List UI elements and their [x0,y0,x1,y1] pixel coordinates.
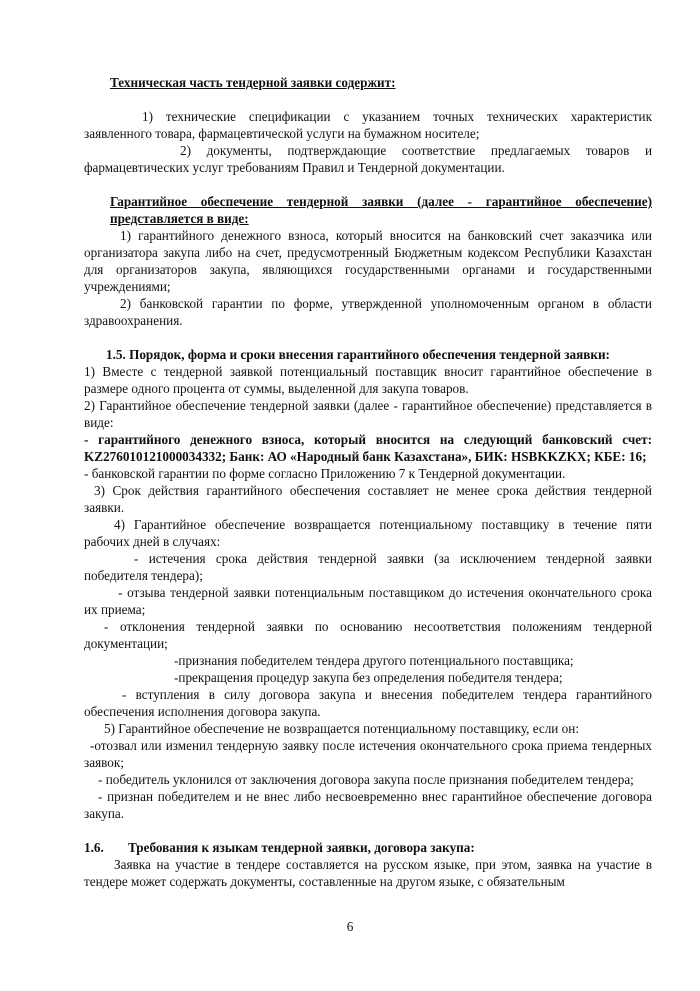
return-case-contract: - вступления в силу договора закупа и внесения победителем тендера гарантийного обеспечения исполнения договора закупа. [84,687,652,719]
document-page [84,74,652,890]
section-1-5-item-5: 5) Гарантийное обеспечение не возвращается потенциальному поставщику, если он: [104,721,579,736]
return-case-rejection: - отклонения тендерной заявки по основанию несоответствия положениям тендерной документации; [84,619,652,651]
section-1-6-number: 1.6. [84,840,104,855]
section-1-5-item-2: 2) Гарантийное обеспечение тендерной заявки (далее - гарантийное обеспечение) представляется в виде: [84,398,652,430]
no-return-case-withdrawn: -отозвал или изменил тендерную заявку после истечения окончательного срока приема тендерных заявок; [84,738,652,770]
section-1-6-heading [84,839,652,856]
section-1-6-title: Требования к языкам тендерной заявки, договора закупа: [128,840,475,855]
tech-part-item-1: 1) технические спецификации с указанием точных технических характеристик заявленного товара, фармацевтической услуги на бумажном носителе; [84,109,652,141]
return-case-termination: -прекращения процедур закупа без определения победителя тендера; [174,670,563,685]
guarantee-heading: Гарантийное обеспечение тендерной заявки (далее - гарантийное обеспечение) представляется в виде: [110,194,652,226]
no-return-case-not-paid: - признан победителем и не внес либо несвоевременно внес гарантийное обеспечение договора закупа. [84,789,652,821]
page-number: 6 [346,919,354,934]
return-case-other-winner: -признания победителем тендера другого потенциального поставщика; [174,653,574,668]
section-1-5-item-1: 1) Вместе с тендерной заявкой потенциальный поставщик вносит гарантийное обеспечение в размере одного процента от суммы, выделенной для закупа товаров. [84,364,652,396]
no-return-case-evaded: - победитель уклонился от заключения договора закупа после признания победителем тендера; [98,772,634,787]
tech-part-item-2: 2) документы, подтверждающие соответствие предлагаемых товаров и фармацевтических услуг требованиям Правил и Тендерной документации. [84,143,652,175]
return-case-expiry: - истечения срока действия тендерной заявки (за исключением тендерной заявки победителя тендера); [84,551,652,583]
tech-part-heading: Техническая часть тендерной заявки содержит: [110,75,396,90]
section-1-5-bank-guarantee: - банковской гарантии по форме согласно Приложению 7 к Тендерной документации. [84,466,566,481]
section-1-5-heading: 1.5. Порядок, форма и сроки внесения гарантийного обеспечения тендерной заявки: [106,347,610,362]
guarantee-item-1: 1) гарантийного денежного взноса, который вносится на банковский счет заказчика или организатора закупа либо на счет, предусмотренный Бюджетным кодексом Республики Казахстан для организаторов закупа, являющихся государственными органами и государственными учреждениями; [84,228,652,294]
section-1-6-paragraph: Заявка на участие в тендере составляется на русском языке, при этом, заявка на участие в тендере может содержать документы, составленные на другом языке, с обязательным [84,857,652,889]
return-case-withdrawal: - отзыва тендерной заявки потенциальным поставщиком до истечения окончательного срока их приема; [84,585,652,617]
section-1-5-item-3: 3) Срок действия гарантийного обеспечения составляет не менее срока действия тендерной заявки. [84,483,652,515]
section-1-5-item-4: 4) Гарантийное обеспечение возвращается потенциальному поставщику в течение пяти рабочих дней в случаях: [84,517,652,549]
guarantee-item-2: 2) банковской гарантии по форме, утвержденной уполномоченным органом в области здравоохранения. [84,296,652,328]
bank-account-details: - гарантийного денежного взноса, который вносится на следующий банковский счет: KZ276010121000034332; Банк: АО «Народный банк Казахстана», БИК: HSBKKZKX; КБЕ: 16; [84,432,652,464]
